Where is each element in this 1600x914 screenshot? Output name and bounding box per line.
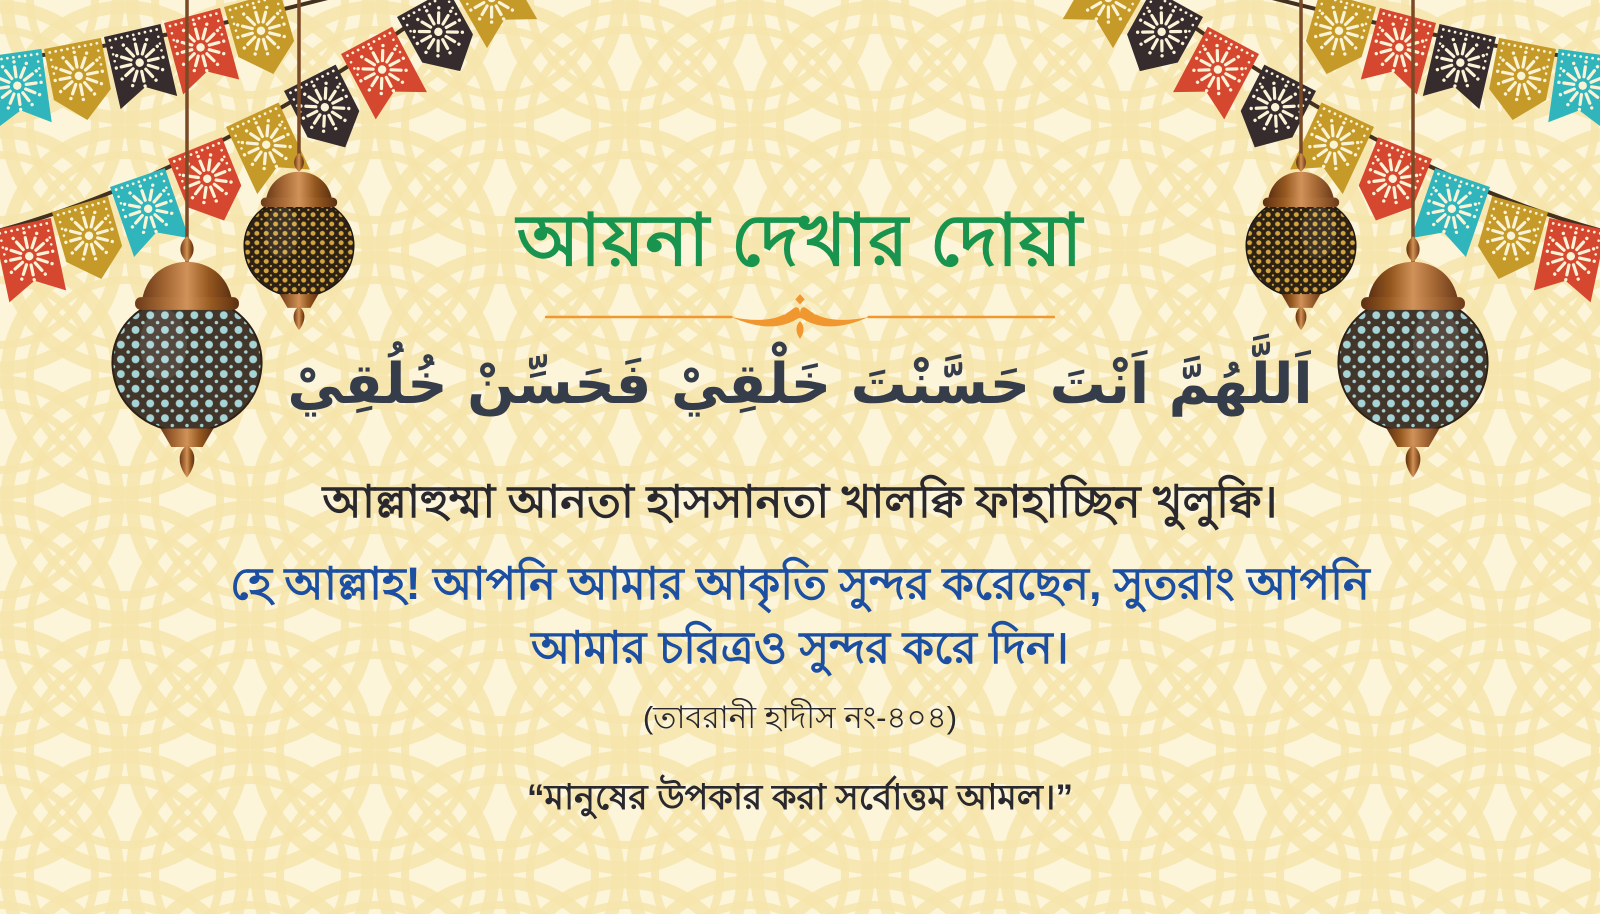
hadith-reference: (তাবরানী হাদীস নং-৪০৪) [642,700,958,735]
translation-line-1: হে আল্লাহ! আপনি আমার আকৃতি সুন্দর করেছেন, সুতরাং আপনি [230,558,1370,609]
bengali-translation [0,552,1600,680]
translation-line-2: আমার চরিত্রও সুন্দর করে দিন। [531,621,1069,673]
footer-quote: “মানুষের উপকার করা সর্বোত্তম আমল।” [527,778,1073,817]
page-title: আয়না দেখার দোয়া [516,201,1084,281]
transliteration-text: আল্লাহুম্মা আনতা হাসসানতা খালক্বি ফাহাচ্ছিন খুলুক্বি। [322,476,1278,527]
arabic-dua-text: اَللَّهُمَّ اَنْتَ حَسَّنْتَ خَلْقِيْ فَحَسِّنْ خُلُقِيْ [287,352,1313,417]
